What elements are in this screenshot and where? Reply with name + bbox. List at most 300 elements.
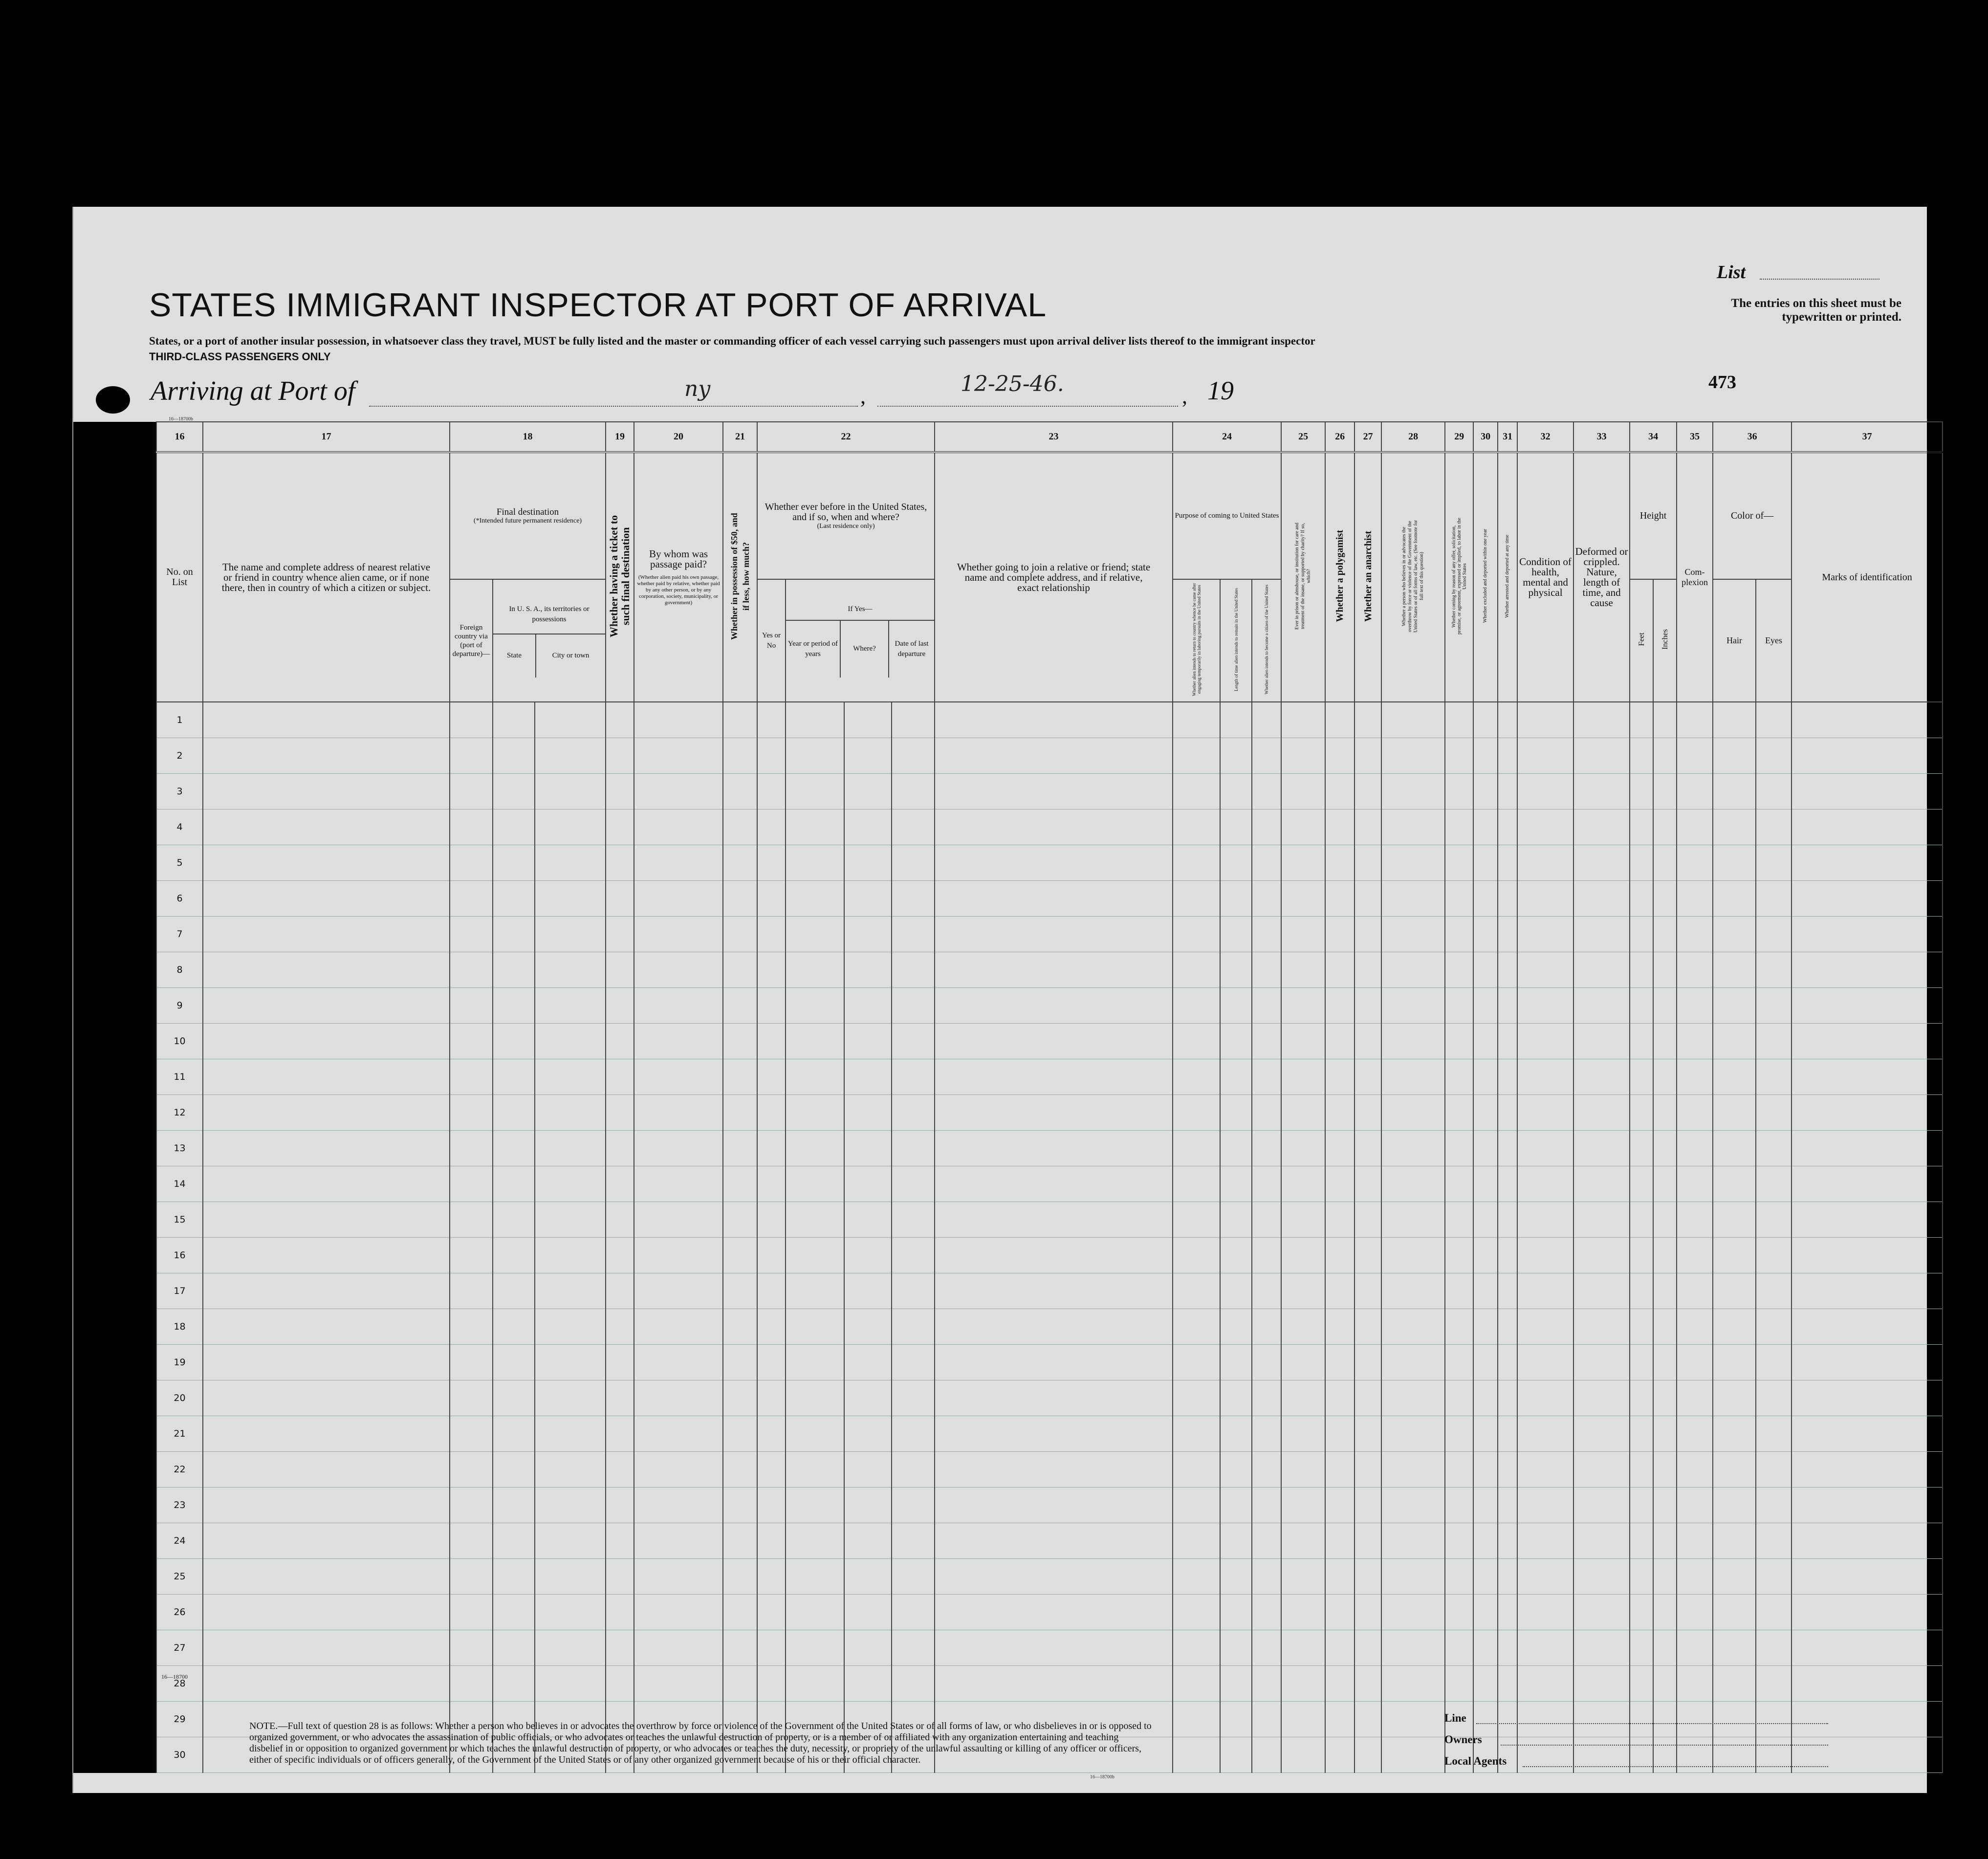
- table-cell[interactable]: [1445, 1345, 1473, 1380]
- table-cell[interactable]: [1756, 1166, 1791, 1202]
- table-cell[interactable]: [757, 702, 786, 738]
- table-cell[interactable]: [723, 845, 757, 881]
- table-cell[interactable]: [757, 1487, 786, 1523]
- table-cell[interactable]: [1498, 1595, 1517, 1630]
- table-cell[interactable]: [935, 845, 1173, 881]
- table-cell[interactable]: [1445, 1416, 1473, 1452]
- table-cell[interactable]: [1281, 1059, 1325, 1095]
- table-cell[interactable]: [1252, 952, 1281, 988]
- table-cell[interactable]: [892, 1024, 935, 1059]
- table-cell[interactable]: [1445, 1559, 1473, 1595]
- table-cell[interactable]: [1281, 917, 1325, 952]
- table-cell[interactable]: [450, 1452, 493, 1487]
- table-cell[interactable]: [1473, 1416, 1498, 1452]
- table-cell[interactable]: [1281, 1380, 1325, 1416]
- table-cell[interactable]: [1517, 1666, 1573, 1702]
- table-cell[interactable]: [1173, 1487, 1220, 1523]
- table-cell[interactable]: [493, 845, 535, 881]
- table-cell[interactable]: [1381, 1630, 1445, 1666]
- table-cell[interactable]: [1445, 1487, 1473, 1523]
- table-cell[interactable]: [203, 952, 450, 988]
- table-cell[interactable]: [450, 1202, 493, 1238]
- table-cell[interactable]: [1381, 1095, 1445, 1131]
- table-cell[interactable]: [493, 1380, 535, 1416]
- table-cell[interactable]: [1473, 774, 1498, 809]
- table-cell[interactable]: [844, 1452, 892, 1487]
- table-cell[interactable]: [1517, 1059, 1573, 1095]
- table-cell[interactable]: [844, 774, 892, 809]
- table-cell[interactable]: [203, 881, 450, 917]
- table-cell[interactable]: [1791, 1380, 1943, 1416]
- table-cell[interactable]: [1653, 738, 1677, 774]
- table-cell[interactable]: [786, 1559, 844, 1595]
- table-cell[interactable]: [1573, 1202, 1630, 1238]
- table-cell[interactable]: [1756, 1345, 1791, 1380]
- table-cell[interactable]: [1173, 1345, 1220, 1380]
- line-field[interactable]: [1476, 1723, 1828, 1724]
- table-cell[interactable]: [606, 881, 634, 917]
- table-cell[interactable]: [892, 917, 935, 952]
- table-cell[interactable]: [1381, 1380, 1445, 1416]
- table-cell[interactable]: [1630, 1630, 1653, 1666]
- table-cell[interactable]: [1677, 1309, 1713, 1345]
- table-cell[interactable]: [1473, 1630, 1498, 1666]
- table-cell[interactable]: [634, 1024, 723, 1059]
- table-cell[interactable]: [1252, 1630, 1281, 1666]
- table-cell[interactable]: [1677, 988, 1713, 1024]
- table-cell[interactable]: [1445, 1595, 1473, 1630]
- table-cell[interactable]: [892, 1166, 935, 1202]
- table-cell[interactable]: [1325, 1702, 1354, 1737]
- table-cell[interactable]: [1713, 1416, 1756, 1452]
- table-cell[interactable]: [1573, 952, 1630, 988]
- table-cell[interactable]: [1220, 1309, 1252, 1345]
- table-cell[interactable]: [1653, 1024, 1677, 1059]
- table-cell[interactable]: [935, 1309, 1173, 1345]
- table-cell[interactable]: [723, 1166, 757, 1202]
- table-cell[interactable]: [493, 1309, 535, 1345]
- table-cell[interactable]: [786, 1666, 844, 1702]
- table-cell[interactable]: [1325, 1630, 1354, 1666]
- table-cell[interactable]: [786, 1487, 844, 1523]
- table-cell[interactable]: [634, 1630, 723, 1666]
- table-cell[interactable]: [1677, 1666, 1713, 1702]
- table-cell[interactable]: [203, 1238, 450, 1273]
- table-cell[interactable]: [535, 809, 606, 845]
- table-cell[interactable]: [1473, 1095, 1498, 1131]
- table-cell[interactable]: [1354, 1559, 1381, 1595]
- table-cell[interactable]: [1653, 1702, 1677, 1737]
- table-cell[interactable]: [786, 1059, 844, 1095]
- table-cell[interactable]: [606, 1345, 634, 1380]
- table-cell[interactable]: [1756, 845, 1791, 881]
- table-cell[interactable]: [844, 1095, 892, 1131]
- table-cell[interactable]: [786, 1273, 844, 1309]
- table-cell[interactable]: [450, 702, 493, 738]
- table-cell[interactable]: [1573, 845, 1630, 881]
- table-cell[interactable]: [450, 1131, 493, 1166]
- table-cell[interactable]: [1630, 1202, 1653, 1238]
- table-cell[interactable]: [1381, 1273, 1445, 1309]
- table-cell[interactable]: [1517, 881, 1573, 917]
- table-cell[interactable]: [1445, 1202, 1473, 1238]
- table-cell[interactable]: [1573, 1131, 1630, 1166]
- table-cell[interactable]: [844, 881, 892, 917]
- table-cell[interactable]: [1630, 1487, 1653, 1523]
- table-cell[interactable]: [1653, 1380, 1677, 1416]
- table-cell[interactable]: [1791, 1559, 1943, 1595]
- table-cell[interactable]: [1173, 1309, 1220, 1345]
- table-cell[interactable]: [1713, 1345, 1756, 1380]
- table-cell[interactable]: [493, 1630, 535, 1666]
- table-cell[interactable]: [1354, 1166, 1381, 1202]
- table-cell[interactable]: [757, 952, 786, 988]
- table-cell[interactable]: [1445, 881, 1473, 917]
- table-cell[interactable]: [1677, 1273, 1713, 1309]
- table-cell[interactable]: [535, 1630, 606, 1666]
- table-cell[interactable]: [1354, 774, 1381, 809]
- table-cell[interactable]: [1354, 1309, 1381, 1345]
- table-cell[interactable]: [723, 1309, 757, 1345]
- table-cell[interactable]: [1517, 702, 1573, 738]
- table-cell[interactable]: [1173, 1737, 1220, 1773]
- table-cell[interactable]: [1791, 845, 1943, 881]
- table-cell[interactable]: [1756, 1380, 1791, 1416]
- table-cell[interactable]: [203, 774, 450, 809]
- table-cell[interactable]: [1473, 1131, 1498, 1166]
- table-cell[interactable]: [723, 1024, 757, 1059]
- table-cell[interactable]: [606, 1380, 634, 1416]
- table-cell[interactable]: [634, 952, 723, 988]
- table-cell[interactable]: [1713, 952, 1756, 988]
- table-cell[interactable]: [1791, 809, 1943, 845]
- table-cell[interactable]: [1281, 1166, 1325, 1202]
- table-cell[interactable]: [634, 1416, 723, 1452]
- table-cell[interactable]: [1281, 1131, 1325, 1166]
- table-cell[interactable]: [1281, 1559, 1325, 1595]
- table-cell[interactable]: [757, 1630, 786, 1666]
- table-cell[interactable]: [1381, 845, 1445, 881]
- table-cell[interactable]: [1498, 1630, 1517, 1666]
- table-cell[interactable]: [203, 1452, 450, 1487]
- table-cell[interactable]: [634, 702, 723, 738]
- table-cell[interactable]: [786, 952, 844, 988]
- table-cell[interactable]: [1517, 1202, 1573, 1238]
- table-cell[interactable]: [450, 774, 493, 809]
- table-cell[interactable]: [1281, 845, 1325, 881]
- table-cell[interactable]: [493, 1452, 535, 1487]
- table-cell[interactable]: [844, 1024, 892, 1059]
- date-entry[interactable]: 12-25-46.: [961, 372, 1064, 396]
- table-cell[interactable]: [844, 1059, 892, 1095]
- table-cell[interactable]: [1498, 702, 1517, 738]
- table-cell[interactable]: [1354, 1487, 1381, 1523]
- table-cell[interactable]: [1791, 1095, 1943, 1131]
- table-cell[interactable]: [1445, 917, 1473, 952]
- table-cell[interactable]: [606, 845, 634, 881]
- table-cell[interactable]: [1354, 1238, 1381, 1273]
- table-cell[interactable]: [1653, 845, 1677, 881]
- table-cell[interactable]: [450, 809, 493, 845]
- table-cell[interactable]: [935, 917, 1173, 952]
- table-cell[interactable]: [786, 1416, 844, 1452]
- table-cell[interactable]: [1756, 1523, 1791, 1559]
- table-cell[interactable]: [450, 1559, 493, 1595]
- table-cell[interactable]: [892, 1309, 935, 1345]
- table-cell[interactable]: [203, 809, 450, 845]
- table-cell[interactable]: [1354, 1059, 1381, 1095]
- table-cell[interactable]: [1173, 1523, 1220, 1559]
- table-cell[interactable]: [1791, 952, 1943, 988]
- table-cell[interactable]: [844, 1595, 892, 1630]
- table-cell[interactable]: [1630, 1059, 1653, 1095]
- table-cell[interactable]: [203, 1273, 450, 1309]
- table-cell[interactable]: [1517, 1345, 1573, 1380]
- table-cell[interactable]: [493, 1273, 535, 1309]
- table-cell[interactable]: [1630, 952, 1653, 988]
- table-cell[interactable]: [786, 1630, 844, 1666]
- table-cell[interactable]: [493, 1416, 535, 1452]
- table-cell[interactable]: [1713, 988, 1756, 1024]
- table-cell[interactable]: [1220, 1702, 1252, 1737]
- table-cell[interactable]: [1791, 774, 1943, 809]
- table-cell[interactable]: [1220, 809, 1252, 845]
- table-cell[interactable]: [844, 1630, 892, 1666]
- table-cell[interactable]: [450, 881, 493, 917]
- table-cell[interactable]: [450, 1487, 493, 1523]
- table-cell[interactable]: [1381, 881, 1445, 917]
- table-cell[interactable]: [1713, 1024, 1756, 1059]
- table-cell[interactable]: [1756, 1131, 1791, 1166]
- table-cell[interactable]: [1281, 738, 1325, 774]
- table-cell[interactable]: [1220, 1737, 1252, 1773]
- table-cell[interactable]: [1498, 1309, 1517, 1345]
- table-cell[interactable]: [892, 1416, 935, 1452]
- table-cell[interactable]: [1173, 1666, 1220, 1702]
- table-cell[interactable]: [844, 917, 892, 952]
- table-cell[interactable]: [1220, 1202, 1252, 1238]
- table-cell[interactable]: [1325, 1202, 1354, 1238]
- table-cell[interactable]: [786, 1202, 844, 1238]
- table-cell[interactable]: [1445, 952, 1473, 988]
- table-cell[interactable]: [1653, 1559, 1677, 1595]
- table-cell[interactable]: [1281, 1523, 1325, 1559]
- table-cell[interactable]: [1573, 1702, 1630, 1737]
- table-cell[interactable]: [1791, 1131, 1943, 1166]
- table-cell[interactable]: [1630, 774, 1653, 809]
- table-cell[interactable]: [1281, 1238, 1325, 1273]
- table-cell[interactable]: [1281, 1416, 1325, 1452]
- table-cell[interactable]: [493, 1024, 535, 1059]
- table-cell[interactable]: [1381, 1309, 1445, 1345]
- table-cell[interactable]: [1756, 1737, 1791, 1773]
- table-cell[interactable]: [1354, 845, 1381, 881]
- table-cell[interactable]: [1445, 1273, 1473, 1309]
- table-cell[interactable]: [1573, 1024, 1630, 1059]
- table-cell[interactable]: [1445, 1666, 1473, 1702]
- table-cell[interactable]: [1630, 917, 1653, 952]
- table-cell[interactable]: [1677, 881, 1713, 917]
- table-cell[interactable]: [1653, 809, 1677, 845]
- table-cell[interactable]: [493, 1345, 535, 1380]
- table-cell[interactable]: [1677, 845, 1713, 881]
- table-cell[interactable]: [634, 1380, 723, 1416]
- table-cell[interactable]: [1220, 988, 1252, 1024]
- table-cell[interactable]: [1630, 1024, 1653, 1059]
- table-cell[interactable]: [1252, 1487, 1281, 1523]
- table-cell[interactable]: [1252, 1309, 1281, 1345]
- table-cell[interactable]: [1677, 1131, 1713, 1166]
- table-cell[interactable]: [1713, 1523, 1756, 1559]
- table-cell[interactable]: [1517, 952, 1573, 988]
- table-cell[interactable]: [1473, 1523, 1498, 1559]
- table-cell[interactable]: [1713, 917, 1756, 952]
- table-cell[interactable]: [1653, 1166, 1677, 1202]
- table-cell[interactable]: [892, 1059, 935, 1095]
- table-cell[interactable]: [844, 1523, 892, 1559]
- table-cell[interactable]: [892, 1238, 935, 1273]
- table-cell[interactable]: [1791, 1595, 1943, 1630]
- table-cell[interactable]: [493, 774, 535, 809]
- table-cell[interactable]: [1445, 1238, 1473, 1273]
- table-cell[interactable]: [844, 845, 892, 881]
- table-cell[interactable]: [1573, 1273, 1630, 1309]
- table-cell[interactable]: [1381, 1131, 1445, 1166]
- table-cell[interactable]: [634, 988, 723, 1024]
- table-cell[interactable]: [606, 952, 634, 988]
- table-cell[interactable]: [493, 1202, 535, 1238]
- table-cell[interactable]: [723, 952, 757, 988]
- table-cell[interactable]: [1791, 1166, 1943, 1202]
- table-cell[interactable]: [786, 1380, 844, 1416]
- table-cell[interactable]: [723, 1559, 757, 1595]
- table-cell[interactable]: [1573, 1416, 1630, 1452]
- table-cell[interactable]: [935, 774, 1173, 809]
- table-cell[interactable]: [723, 1059, 757, 1095]
- table-cell[interactable]: [1791, 1737, 1943, 1773]
- table-cell[interactable]: [1791, 1309, 1943, 1345]
- table-cell[interactable]: [1498, 1523, 1517, 1559]
- table-cell[interactable]: [1445, 1095, 1473, 1131]
- table-cell[interactable]: [1381, 809, 1445, 845]
- table-cell[interactable]: [1517, 1737, 1573, 1773]
- table-cell[interactable]: [1252, 881, 1281, 917]
- table-cell[interactable]: [1517, 917, 1573, 952]
- table-cell[interactable]: [1354, 1416, 1381, 1452]
- table-cell[interactable]: [1756, 1452, 1791, 1487]
- table-cell[interactable]: [1573, 1523, 1630, 1559]
- table-cell[interactable]: [786, 1095, 844, 1131]
- table-cell[interactable]: [1220, 1630, 1252, 1666]
- table-cell[interactable]: [634, 774, 723, 809]
- table-cell[interactable]: [450, 1309, 493, 1345]
- table-cell[interactable]: [1791, 988, 1943, 1024]
- table-cell[interactable]: [1498, 809, 1517, 845]
- table-cell[interactable]: [1173, 809, 1220, 845]
- table-cell[interactable]: [634, 1166, 723, 1202]
- table-cell[interactable]: [1252, 774, 1281, 809]
- table-cell[interactable]: [1653, 881, 1677, 917]
- table-cell[interactable]: [1325, 1559, 1354, 1595]
- table-cell[interactable]: [1713, 738, 1756, 774]
- table-cell[interactable]: [844, 1345, 892, 1380]
- table-cell[interactable]: [935, 952, 1173, 988]
- table-cell[interactable]: [723, 1273, 757, 1309]
- table-cell[interactable]: [535, 1595, 606, 1630]
- table-cell[interactable]: [1252, 1559, 1281, 1595]
- table-cell[interactable]: [1653, 1095, 1677, 1131]
- table-cell[interactable]: [786, 1131, 844, 1166]
- table-cell[interactable]: [1630, 1523, 1653, 1559]
- table-cell[interactable]: [1173, 1380, 1220, 1416]
- table-cell[interactable]: [1220, 845, 1252, 881]
- table-cell[interactable]: [1756, 1059, 1791, 1095]
- table-cell[interactable]: [892, 1595, 935, 1630]
- table-cell[interactable]: [493, 1523, 535, 1559]
- agents-field[interactable]: [1523, 1766, 1828, 1767]
- table-cell[interactable]: [450, 1238, 493, 1273]
- table-cell[interactable]: [1498, 1059, 1517, 1095]
- table-cell[interactable]: [892, 702, 935, 738]
- table-cell[interactable]: [634, 917, 723, 952]
- table-cell[interactable]: [1381, 952, 1445, 988]
- table-cell[interactable]: [786, 1452, 844, 1487]
- table-cell[interactable]: [1354, 809, 1381, 845]
- table-cell[interactable]: [1573, 1095, 1630, 1131]
- table-cell[interactable]: [844, 1202, 892, 1238]
- table-cell[interactable]: [935, 1487, 1173, 1523]
- table-cell[interactable]: [1281, 1595, 1325, 1630]
- table-cell[interactable]: [1445, 809, 1473, 845]
- table-cell[interactable]: [1498, 774, 1517, 809]
- table-cell[interactable]: [1381, 774, 1445, 809]
- table-cell[interactable]: [1473, 1666, 1498, 1702]
- table-cell[interactable]: [203, 988, 450, 1024]
- table-cell[interactable]: [1381, 1416, 1445, 1452]
- table-cell[interactable]: [1473, 1702, 1498, 1737]
- table-cell[interactable]: [1281, 988, 1325, 1024]
- table-cell[interactable]: [450, 1630, 493, 1666]
- table-cell[interactable]: [892, 774, 935, 809]
- table-cell[interactable]: [1173, 1166, 1220, 1202]
- table-cell[interactable]: [1445, 1059, 1473, 1095]
- table-cell[interactable]: [203, 702, 450, 738]
- table-cell[interactable]: [493, 881, 535, 917]
- table-cell[interactable]: [450, 988, 493, 1024]
- table-cell[interactable]: [1220, 1487, 1252, 1523]
- table-cell[interactable]: [1445, 1024, 1473, 1059]
- table-cell[interactable]: [935, 881, 1173, 917]
- table-cell[interactable]: [1325, 1452, 1354, 1487]
- table-cell[interactable]: [1498, 1559, 1517, 1595]
- table-cell[interactable]: [493, 1095, 535, 1131]
- table-cell[interactable]: [1653, 1452, 1677, 1487]
- table-cell[interactable]: [1173, 774, 1220, 809]
- table-cell[interactable]: [1517, 1487, 1573, 1523]
- table-cell[interactable]: [535, 1559, 606, 1595]
- table-cell[interactable]: [1791, 1059, 1943, 1095]
- table-cell[interactable]: [634, 1452, 723, 1487]
- table-cell[interactable]: [1281, 1202, 1325, 1238]
- table-cell[interactable]: [723, 774, 757, 809]
- table-cell[interactable]: [1473, 1166, 1498, 1202]
- table-cell[interactable]: [935, 1559, 1173, 1595]
- table-cell[interactable]: [786, 1345, 844, 1380]
- table-cell[interactable]: [1325, 1273, 1354, 1309]
- table-cell[interactable]: [892, 738, 935, 774]
- table-cell[interactable]: [1252, 1202, 1281, 1238]
- table-cell[interactable]: [1573, 774, 1630, 809]
